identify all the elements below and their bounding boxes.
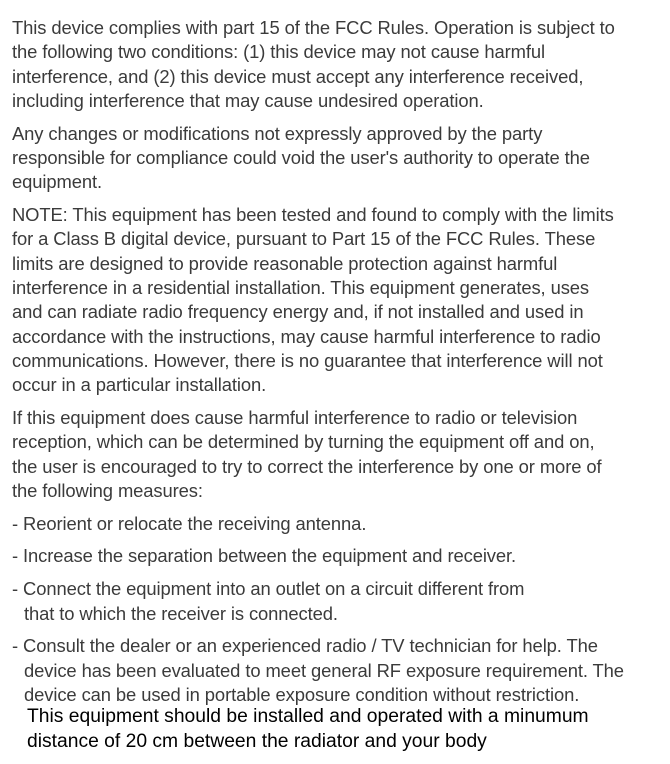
text-line: including interference that may cause undesired operation. <box>12 89 484 111</box>
rf-exposure-notice <box>27 705 589 754</box>
paragraph <box>12 203 662 397</box>
text-line: equipment. <box>12 171 102 193</box>
text-line: This device complies with part 15 of the FCC Rules. Operation is subject to <box>12 17 615 38</box>
notice-line: This equipment should be installed and operated with a minumum <box>27 706 589 727</box>
text-line: limits are designed to provide reasonable protection against harmful <box>12 252 558 274</box>
text-line: - Reorient or relocate the receiving antenna. <box>12 512 367 534</box>
bullet-item <box>12 512 662 536</box>
bullet-item <box>12 634 662 707</box>
text-line: If this equipment does cause harmful interference to radio or television <box>12 406 578 428</box>
text-line: occur in a particular installation. <box>12 374 267 396</box>
text-line: the user is encouraged to try to correct the interference by one or more of <box>12 455 602 477</box>
text-line: the following two conditions: (1) this device may not cause harmful <box>12 41 546 63</box>
text-line: that to which the receiver is connected. <box>24 602 338 624</box>
text-line: accordance with the instructions, may cause harmful interference to radio <box>12 325 601 347</box>
text-line: and can radiate radio frequency energy and, if not installed and used in <box>12 301 584 323</box>
bullet-item <box>12 577 662 626</box>
text-line: reception, which can be determined by turning the equipment off and on, <box>12 431 595 453</box>
text-line: device has been evaluated to meet general RF exposure requirement. The <box>24 659 624 681</box>
text-line: the following measures: <box>12 479 203 501</box>
text-line: interference, and (2) this device must accept any interference received, <box>12 65 584 87</box>
text-line: device can be used in portable exposure condition without restriction. <box>24 683 580 705</box>
text-line: Any changes or modifications not expressly approved by the party <box>12 122 543 144</box>
text-line: communications. However, there is no guarantee that interference will not <box>12 349 603 371</box>
text-line: - Connect the equipment into an outlet on a circuit different from <box>12 578 525 600</box>
paragraph <box>12 122 662 195</box>
text-line: interference in a residential installation. This equipment generates, uses <box>12 276 590 298</box>
text-line: - Consult the dealer or an experienced radio / TV technician for help. The <box>12 635 598 657</box>
paragraph <box>12 406 662 503</box>
text-line: for a Class B digital device, pursuant to Part 15 of the FCC Rules. These <box>12 228 596 250</box>
text-line: responsible for compliance could void the user's authority to operate the <box>12 146 590 168</box>
text-line: - Increase the separation between the equipment and receiver. <box>12 545 517 567</box>
notice-line: distance of 20 cm between the radiator and your body <box>27 730 487 752</box>
text-line: NOTE: This equipment has been tested and found to comply with the limits <box>12 204 614 226</box>
bullet-item <box>12 544 662 568</box>
fcc-statement <box>12 16 662 716</box>
paragraph <box>12 16 662 113</box>
